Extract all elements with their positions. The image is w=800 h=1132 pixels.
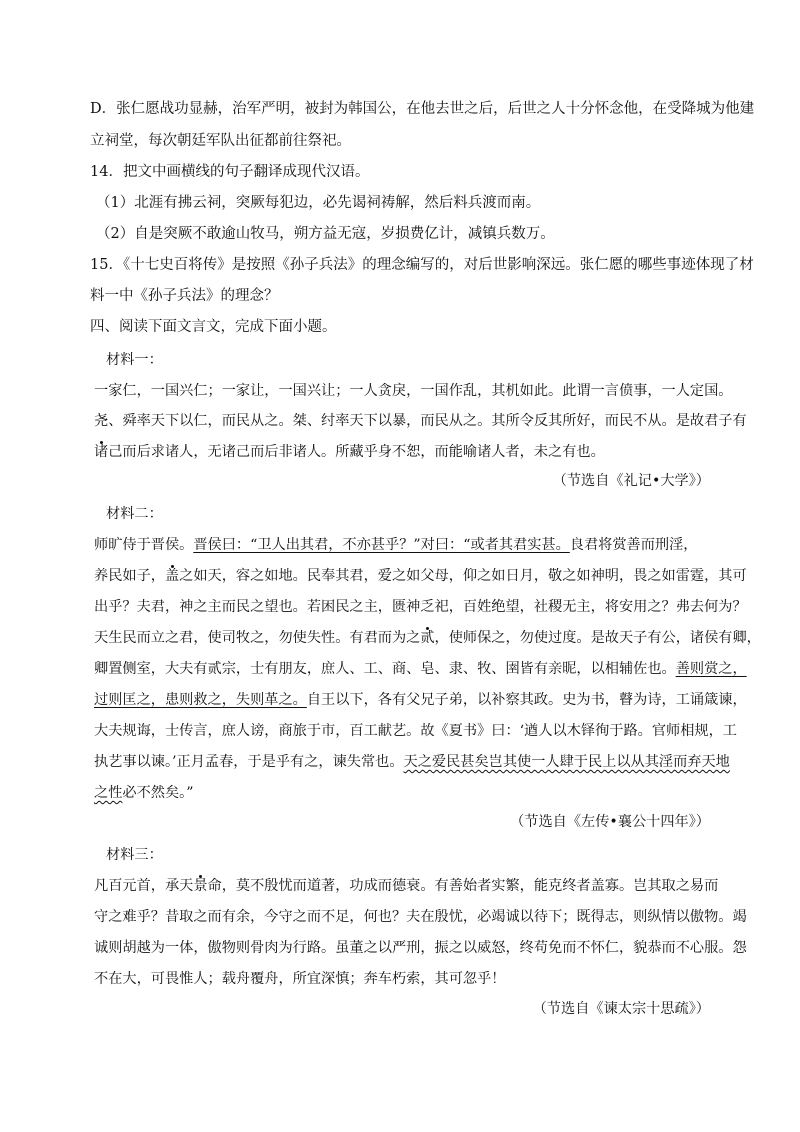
material1-source: （节选自《礼记•大学》） (552, 473, 710, 489)
text-run: 师旷侍于晋侯。 (94, 537, 194, 553)
material2-line4 (94, 627, 761, 647)
q13-option-d-line1: D．张仁愿战功显赫，治军严明，被封为韩国公，在他去世之后，后世之人十分怀念他，在受降城为他建 (90, 101, 755, 117)
material3-line4: 不在大，可畏惟人；载舟覆舟，所宜深慎；奔车朽索，其可忽乎！ (94, 971, 506, 987)
wavy-underlined-sentence: 之性 (94, 785, 123, 801)
material3-line3: 诚则胡越为一体，傲物则骨肉为行路。虽董之以严刑，振之以威怒，终苟免而不怀仁，貌恭而不心服。怨 (94, 940, 747, 956)
material1-line3 (94, 441, 605, 461)
q14-item-2: （2）自是突厥不敢逾山牧马，朔方益无寇，岁损费亿计，减镇兵数万。 (96, 226, 555, 242)
material1-line3-text: 己而后求诸人，无诸己而后非诸人。所藏乎身不恕，而能喻诸人者，未之有也。 (108, 444, 605, 460)
text-run: 之如天，容之如地。民奉其君，爱之如父母，仰之如日月，敬之如神明，畏之如雷霆，其可 (179, 568, 747, 584)
material2-line9 (94, 782, 193, 802)
text-run: 天生民而立之君，使司牧之，勿使失性。有君而为之 (94, 630, 421, 646)
material3-line2: 守之难乎？昔取之而有余，今守之而不足，何也？夫在殷忧，必竭诚以待下；既得志，则纵情以傲物。竭 (94, 909, 747, 925)
q15-line2: 料一中《孙子兵法》的理念？ (90, 288, 279, 304)
q14-item-1: （1）北涯有拂云祠，突厥每犯边，必先谒祠祷解，然后料兵渡而南。 (96, 195, 541, 211)
material3-line1 (94, 875, 718, 895)
text-run: 养民如子， (94, 568, 165, 584)
material3-label: 材料三： (106, 847, 163, 863)
emphasis-dot-char: 盖 (164, 568, 180, 584)
material2-line6 (94, 689, 747, 709)
material1-line1: 一家仁，一国兴仁；一家让，一国兴让；一人贪戾，一国作乱，其机如此。此谓一言偾事，一人定国。 (94, 383, 733, 399)
text-run: 必不然矣。” (122, 785, 194, 801)
material2-line2 (94, 565, 747, 585)
emphasis-dot-char: 景 (193, 878, 208, 894)
text-run: 命，莫不殷忧而道著，功成而德衰。有善始者实繁，能克终者盖寡。岂其取之易而 (207, 878, 719, 894)
material1-line2: 尧、舜率天下以仁，而民从之。桀、纣率天下以暴，而民从之。其所令反其所好，而民不从。是故君子有 (94, 413, 747, 429)
material2-line8 (94, 751, 730, 771)
text-run: 凡百元首，承天 (94, 878, 194, 894)
material2-source: （节选自《左传•襄公十四年》） (510, 814, 710, 830)
material3-source: （节选自《谏太宗十思疏》） (532, 1001, 710, 1017)
text-run: 良君将赏善而刑淫， (569, 537, 698, 553)
underlined-sentence: 晋侯曰：“卫人出其君，不亦甚乎？”对曰：“或者其君实甚。 (193, 537, 570, 553)
text-run: ，使师保之，勿使过度。是故天子有公，诸侯有卿， (434, 630, 761, 646)
underlined-sentence: 过则匡之，患则救之，失则革之。 (94, 692, 307, 708)
material2-line1 (94, 534, 697, 554)
wavy-underlined-sentence: 天之爱民甚矣岂其使一人肆于民上以从其淫而弃天地 (403, 754, 730, 770)
q13-option-d-line2: 立祠堂，每次朝廷军队出征都前往祭祀。 (90, 133, 351, 149)
material1-label: 材料一： (106, 352, 163, 368)
material2-label: 材料二： (106, 506, 163, 522)
material2-line3: 出乎？夫君，神之主而民之望也。若困民之主，匮神乏祀，百姓绝望，社稷无主，将安用之？弗去何为？ (94, 599, 747, 615)
text-run: 卿置侧室，大夫有贰宗，士有朋友，庶人、工、商、皂、隶、牧、圉皆有亲昵，以相辅佐也。 (94, 661, 676, 677)
emphasis-dot-char: 贰 (420, 630, 435, 646)
section-4-heading: 四、阅读下面文言文，完成下面小题。 (90, 319, 337, 335)
q15-line1: 15．《十七史百将传》是按照《孙子兵法》的理念编写的，对后世影响深远。张仁愿的哪些事迹体现了材 (90, 257, 754, 273)
text-run: 执艺事以谏。’正月孟春，于是乎有之，谏失常也。 (94, 754, 404, 770)
material2-line5 (94, 658, 747, 678)
q14-prompt: 14．把文中画横线的句子翻译成现代汉语。 (90, 164, 370, 180)
underlined-sentence: 善则赏之， (675, 661, 747, 677)
text-run: 自王以下，各有父兄子弟，以补察其政。史为书，瞽为诗，工诵箴谏， (306, 692, 747, 708)
material2-line7: 大夫规诲，士传言，庶人谤，商旅于市，百工献艺。故《夏书》曰：‘遒人以木铎徇于路。官师相规，工 (94, 723, 737, 739)
emphasis-dot-char: 诸 (94, 444, 109, 460)
